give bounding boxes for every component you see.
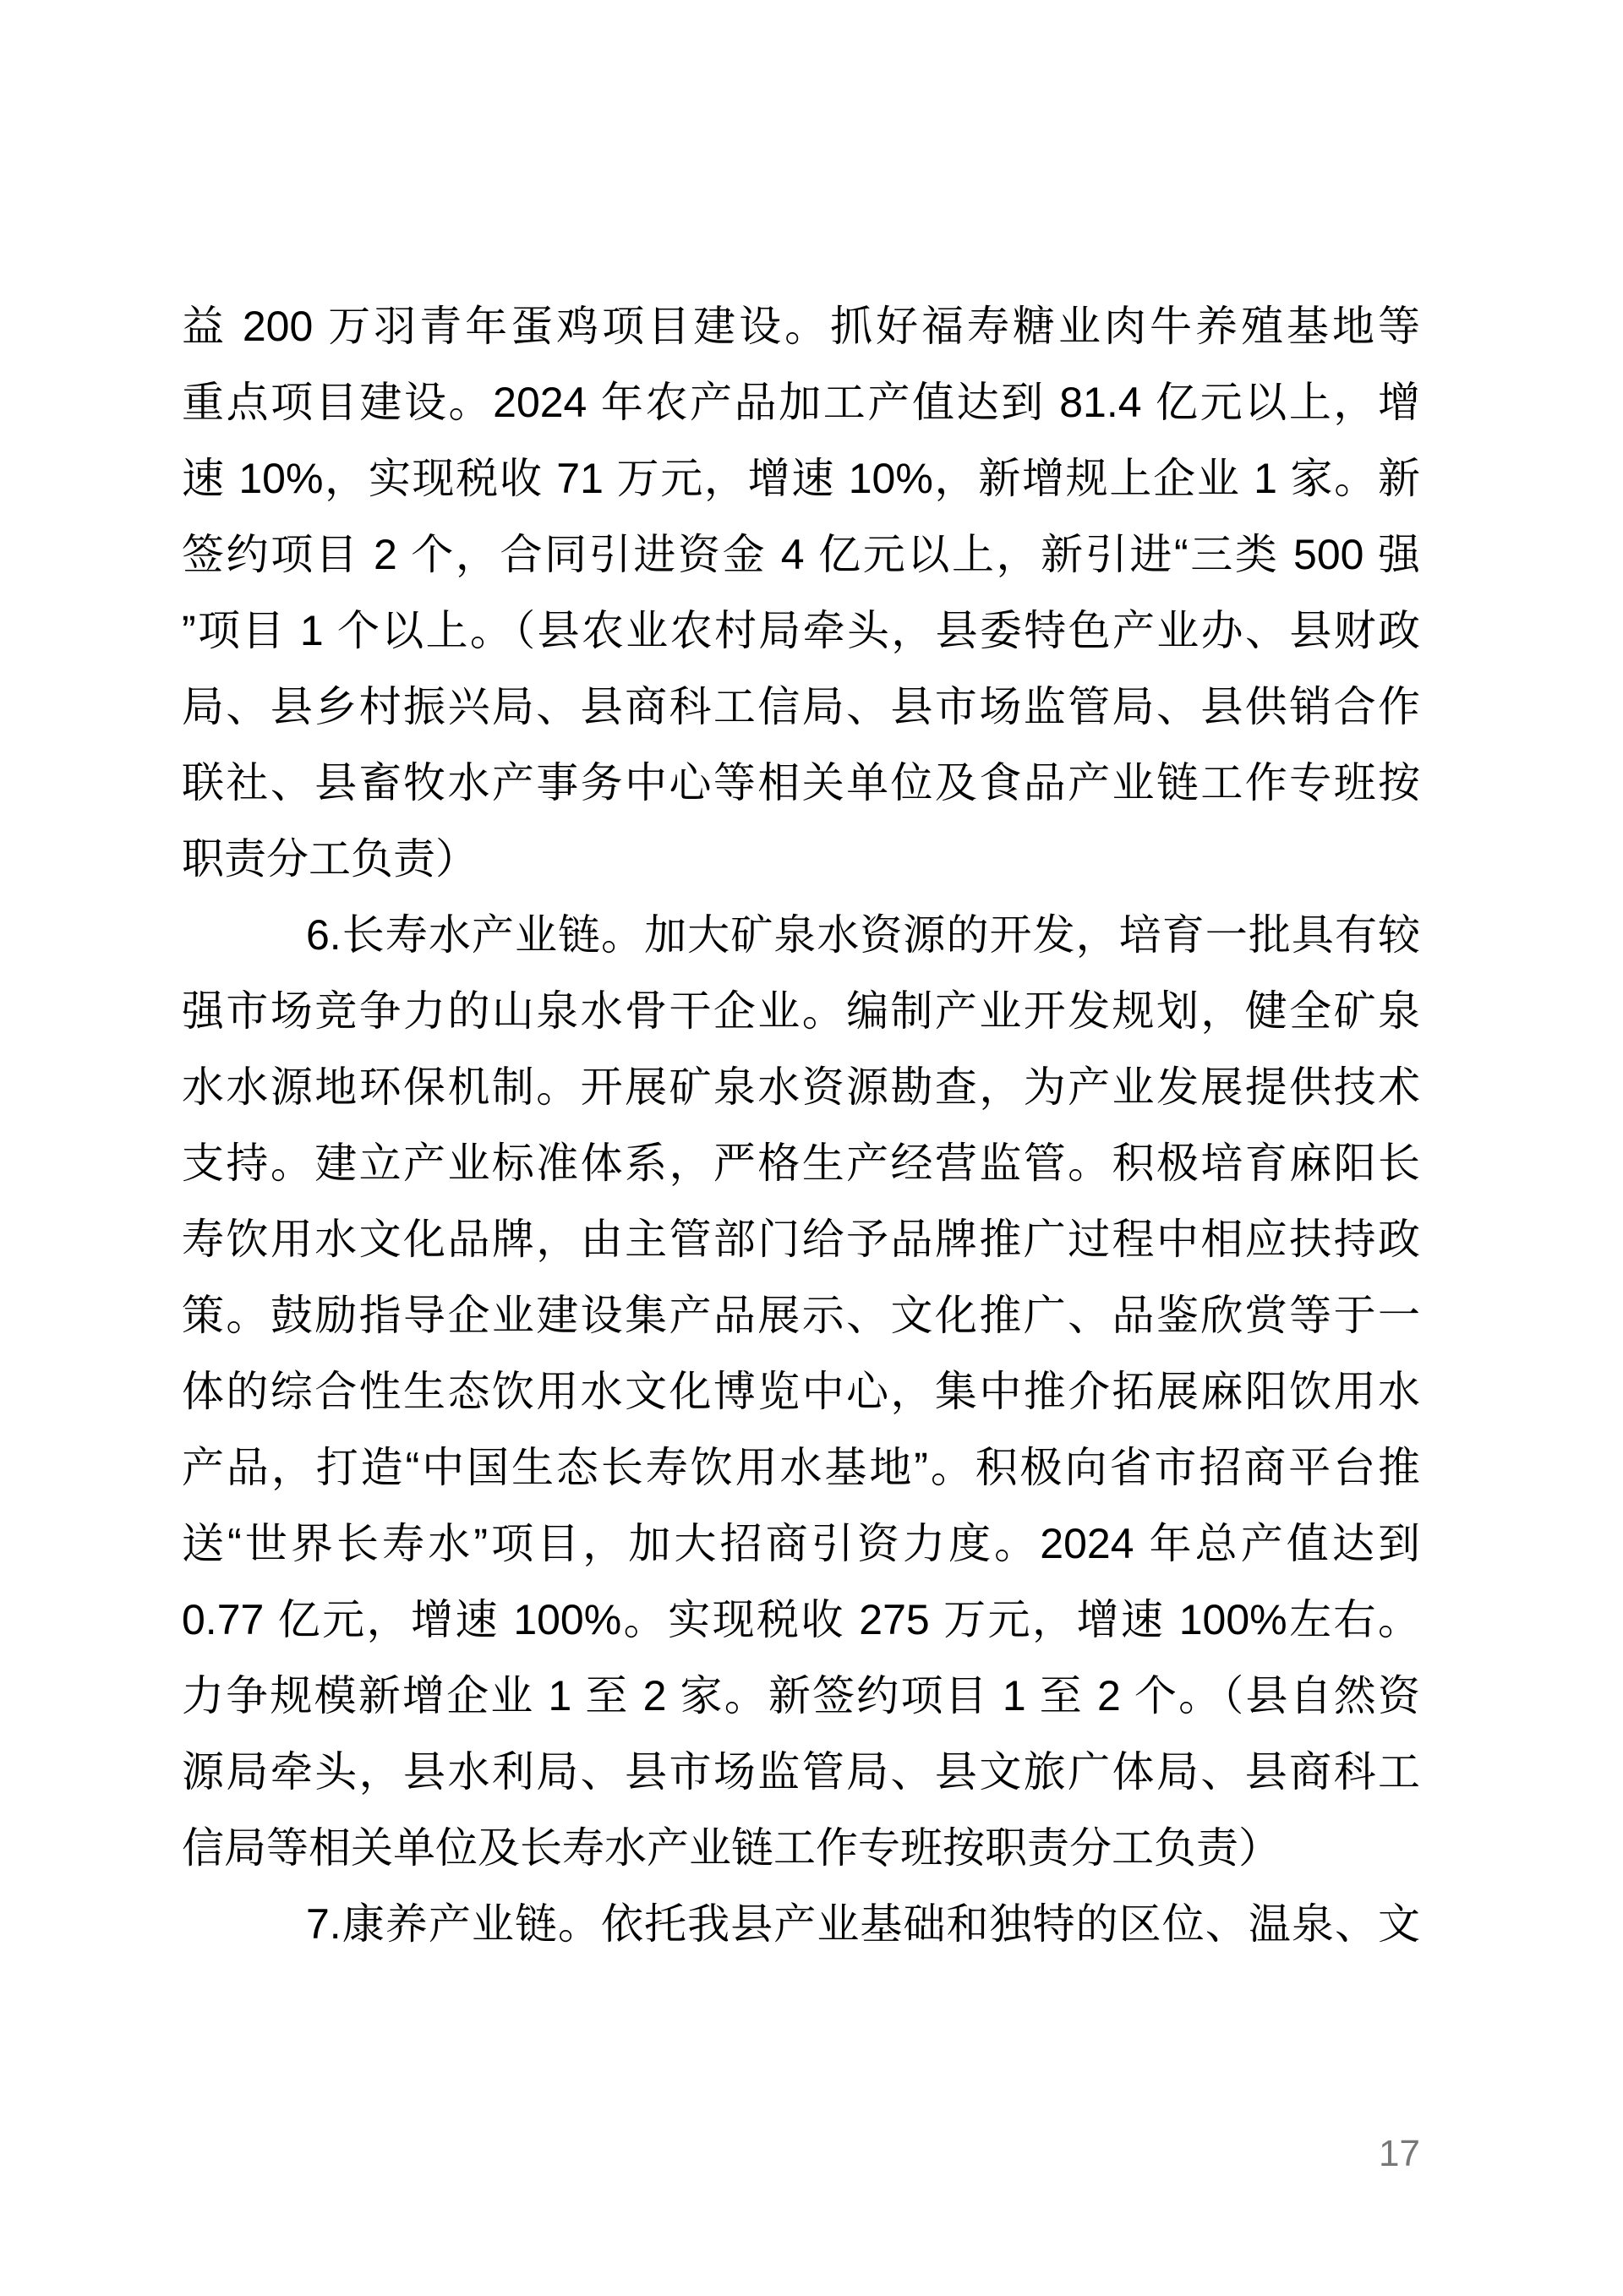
text-line: 策。鼓励指导企业建设集产品展示、文化推广、品鉴欣赏等于一 [182,1292,1420,1339]
text-line: 体的综合性生态饮用水文化博览中心，集中推介拓展麻阳饮用水 [182,1368,1420,1415]
text-line: 益 200 万羽青年蛋鸡项目建设。抓好福寿糖业肉牛养殖基地等 [182,303,1420,350]
text-line: 送“世界长寿水”项目，加大招商引资力度。2024 年总产值达到 [182,1520,1420,1567]
document-body-text [182,288,1420,1962]
text-line: 源局牵头，县水利局、县市场监管局、县文旅广体局、县商科工 [182,1748,1420,1796]
text-line: 重点项目建设。2024 年农产品加工产值达到 81.4 亿元以上，增 [182,379,1420,426]
text-line: 联社、县畜牧水产事务中心等相关单位及食品产业链工作专班按 [182,759,1420,806]
text-line: 0.77 亿元，增速 100%。实现税收 275 万元，增速 100%左右。 [182,1596,1420,1643]
text-line: 力争规模新增企业 1 至 2 家。新签约项目 1 至 2 个。（县自然资 [182,1672,1420,1719]
text-line: 寿饮用水文化品牌，由主管部门给予品牌推广过程中相应扶持政 [182,1216,1420,1263]
text-line-paragraph-7-start: 7.康养产业链。依托我县产业基础和独特的区位、温泉、文 [306,1900,1420,1948]
text-line: 支持。建立产业标准体系，严格生产经营监管。积极培育麻阳长 [182,1140,1420,1187]
text-line: 强市场竞争力的山泉水骨干企业。编制产业开发规划，健全矿泉 [182,987,1420,1035]
page-number: 17 [1379,2133,1420,2174]
text-line: 局、县乡村振兴局、县商科工信局、县市场监管局、县供销合作 [182,683,1420,730]
text-line-paragraph-6-start: 6.长寿水产业链。加大矿泉水资源的开发，培育一批具有较 [306,911,1420,959]
text-line: 签约项目 2 个，合同引进资金 4 亿元以上，新引进“三类 500 强 [182,531,1420,578]
text-line: ”项目 1 个以上。（县农业农村局牵头，县委特色产业办、县财政 [182,607,1420,654]
text-line: 职责分工负责） [182,835,478,883]
text-line: 信局等相关单位及长寿水产业链工作专班按职责分工负责） [182,1824,1281,1872]
text-line: 速 10%，实现税收 71 万元，增速 10%，新增规上企业 1 家。新 [182,455,1420,502]
text-line: 产品，打造“中国生态长寿饮用水基地”。积极向省市招商平台推 [182,1444,1420,1491]
text-line: 水水源地环保机制。开展矿泉水资源勘查，为产业发展提供技术 [182,1063,1420,1111]
